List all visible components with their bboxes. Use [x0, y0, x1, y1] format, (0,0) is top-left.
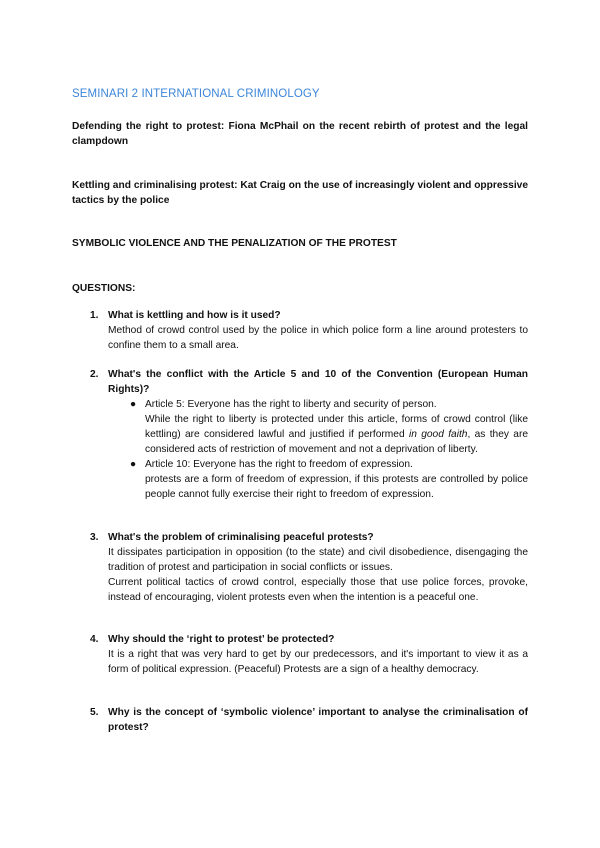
- question-4: [90, 632, 528, 677]
- bullet-list: [108, 397, 528, 502]
- reading-2: Kettling and criminalising protest: Kat Craig on the use of increasingly violent and oppressive tactics by the police: [72, 180, 528, 206]
- question-title: Why is the concept of ‘symbolic violence’ important to analyse the criminalisation of protest?: [108, 707, 528, 733]
- question-answer-2: Current political tactics of crowd control, especially those that use police forces, provoke, instead of encouraging, violent protests even when the intention is a peaceful one.: [108, 577, 528, 603]
- reading-1: Defending the right to protest: Fiona McPhail on the recent rebirth of protest and the legal clampdown: [72, 121, 528, 147]
- question-3: [90, 530, 528, 605]
- bullet-icon: ●: [130, 459, 137, 470]
- question-number: 4.: [90, 634, 99, 645]
- question-title: What's the conflict with the Article 5 and 10 of the Convention (European Human Rights)?: [108, 369, 528, 395]
- bullet-label: Article 5: Everyone has the right to liberty and security of person.: [145, 399, 437, 410]
- question-5: [90, 705, 528, 735]
- question-number: 2.: [90, 369, 99, 380]
- question-answer: It dissipates participation in opposition (to the state) and civil disobedience, disengaging the tradition of protest and participation in social conflicts or issues.: [108, 547, 528, 573]
- bullet-icon: ●: [130, 399, 137, 410]
- list-item: [108, 457, 528, 502]
- questions-heading: QUESTIONS:: [72, 283, 136, 294]
- question-title: What is kettling and how is it used?: [108, 310, 281, 321]
- question-title: Why should the ‘right to protest’ be protected?: [108, 634, 335, 645]
- section-heading: SYMBOLIC VIOLENCE AND THE PENALIZATION OF THE PROTEST: [72, 238, 397, 249]
- question-answer: Method of crowd control used by the police in which police form a line around protesters to confine them to a small area.: [108, 325, 528, 351]
- bullet-label: Article 10: Everyone has the right to freedom of expression.: [145, 459, 413, 470]
- question-number: 5.: [90, 707, 99, 718]
- question-answer: It is a right that was very hard to get by our predecessors, and it's important to view it as a form of political expression. (Peaceful) Protests are a sign of a healthy democracy.: [108, 649, 528, 675]
- question-number: 3.: [90, 532, 99, 543]
- document-title: SEMINARI 2 INTERNATIONAL CRIMINOLOGY: [72, 88, 320, 100]
- bullet-text: protests are a form of freedom of expression, if this protests are controlled by police people cannot fully exercise their right to freedom of expression.: [145, 474, 528, 500]
- question-2: [90, 367, 528, 502]
- question-title: What's the problem of criminalising peaceful protests?: [108, 532, 374, 543]
- bullet-text: While the right to liberty is protected under this article, forms of crowd control (like kettling) are considered lawful and justified if performed in good faith, as they are considered acts of restriction of movement and not a deprivation of liberty.: [145, 414, 528, 455]
- question-1: [90, 308, 528, 353]
- list-item: [108, 397, 528, 457]
- question-number: 1.: [90, 310, 99, 321]
